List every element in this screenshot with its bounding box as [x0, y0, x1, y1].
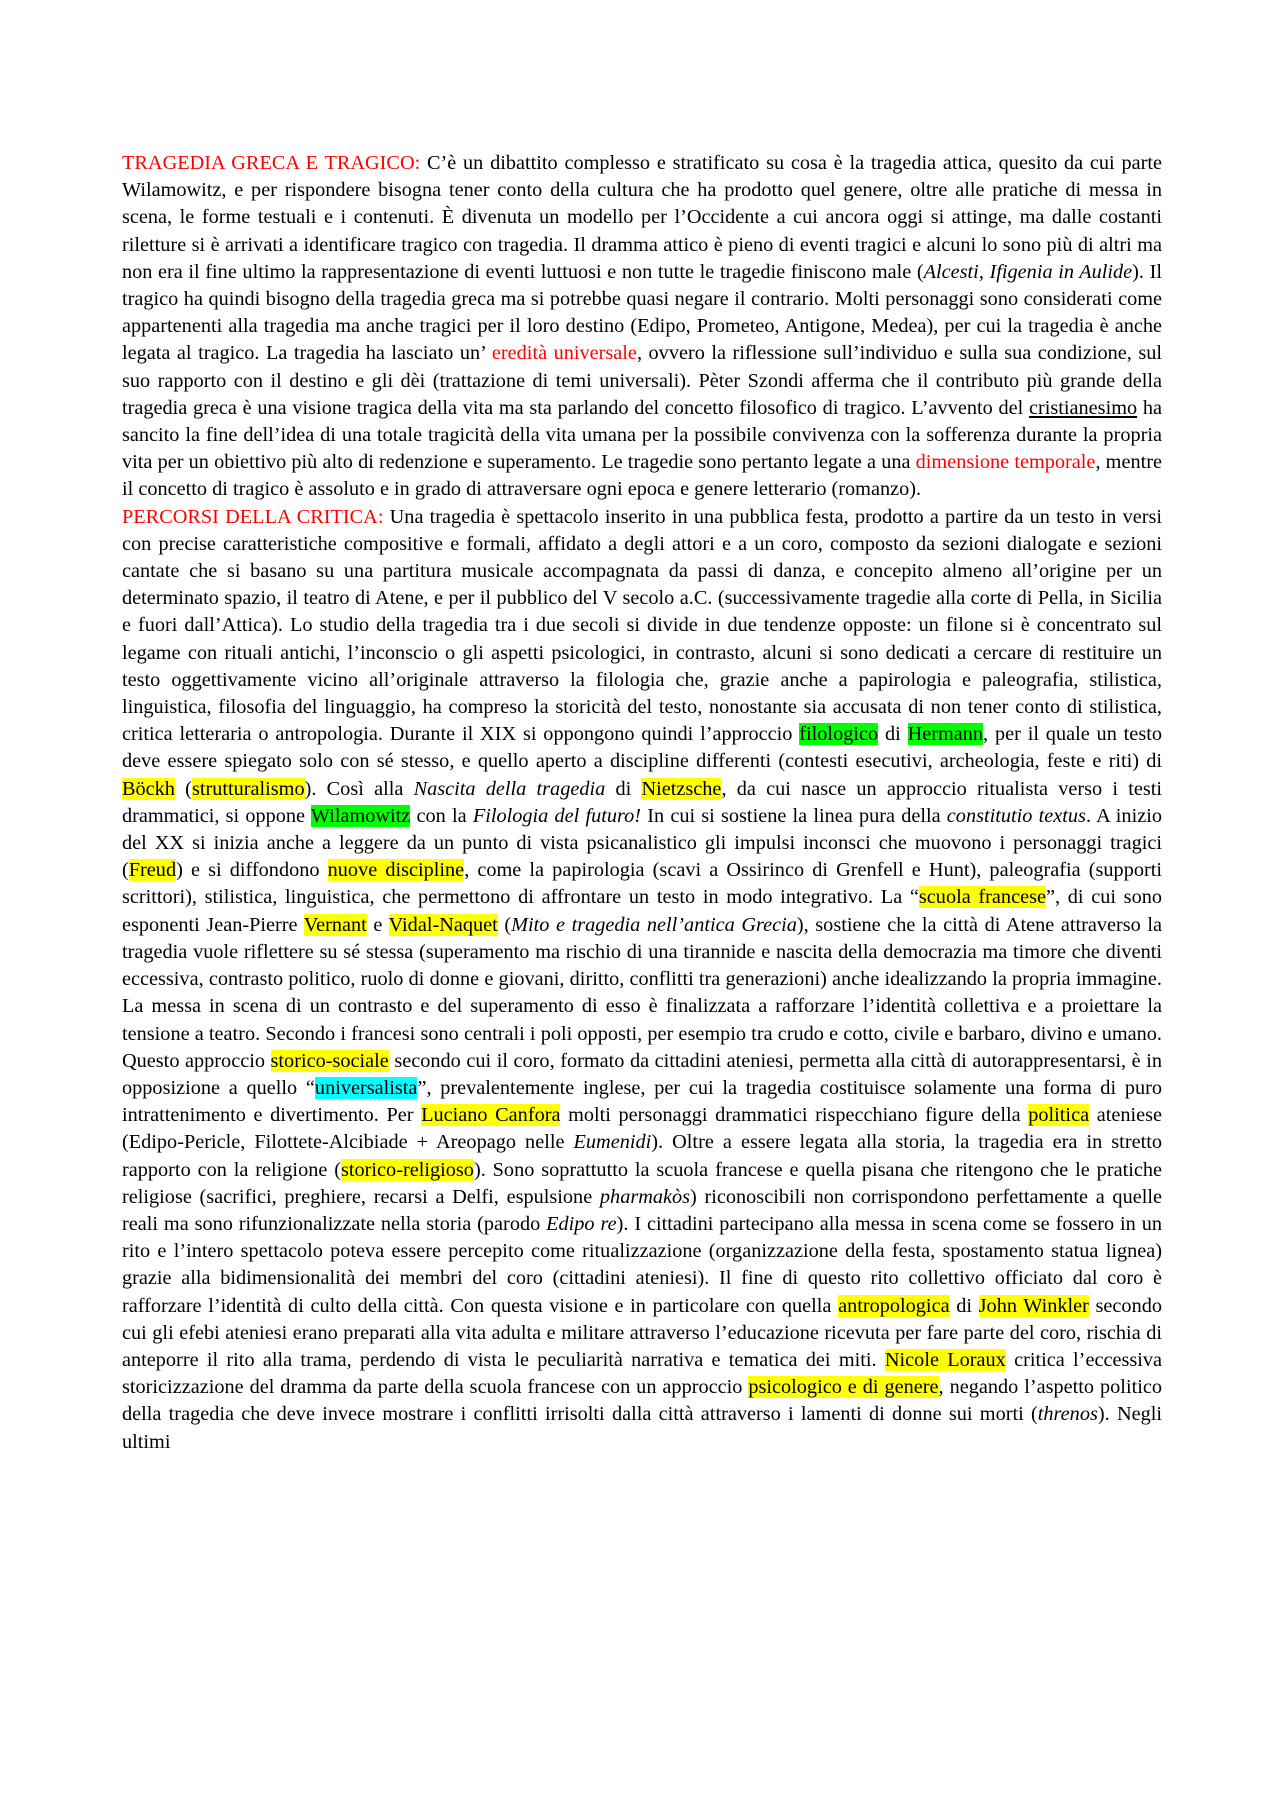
- italic-title: Filologia del futuro!: [472, 804, 642, 827]
- section-heading-percorsi: PERCORSI DELLA CRITICA:: [122, 505, 384, 528]
- text-segment: ) riconoscibili non corrispondono perfettamente a quelle reali ma sono rifunzionalizzate nella storia (parodo: [122, 1185, 1162, 1235]
- highlight-yellow: John Winkler: [978, 1294, 1089, 1317]
- text-segment: (: [497, 913, 512, 936]
- red-term: eredità universale: [491, 342, 637, 365]
- highlight-yellow: Vernant: [303, 913, 367, 936]
- underlined-term: cristianesimo: [1028, 396, 1138, 419]
- text-segment: ), sostiene che la città di Atene attraverso la tragedia vuole riflettere su sé stessa (superamento ma rischio di una tirannide e nascita della democrazia ma timore che diventi eccessiva, contrasto politico, ruolo di donne e giovani, diritto, conflitti tra generazioni) anche idealizzando la propria immagine. La messa in scena di un contrasto e del superamento di esso è finalizzata a rafforzare l’identità collettiva e a proiettare la tensione a teatro. Secondo i francesi sono centrali i poli opposti, per esempio tra crudo e cotto, civile e barbaro, divino e umano. Questo approccio: [122, 913, 1163, 1072]
- highlight-yellow: strutturalismo: [191, 777, 305, 800]
- text-segment: ”, prevalentemente inglese, per cui la tragedia costituisce solamente una forma di puro intrattenimento e divertimento. Per: [122, 1076, 1162, 1127]
- text-segment: con la: [410, 804, 473, 827]
- text-segment: , ovvero la riflessione sull’individuo e sulla sua condizione, sul suo rapporto con il destino e gli dèi (trattazione di temi universali). Pèter Szondi afferma che il contributo più grande della tragedia greca è una visione tragica della vita ma sta parlando del concetto filosofico di tragico. L’avvento del: [122, 342, 1162, 419]
- text-segment: (: [174, 777, 192, 800]
- italic-title: Mito e tragedia nell’antica Grecia: [511, 913, 797, 936]
- highlight-yellow: nuove discipline: [327, 859, 465, 882]
- document-page: [122, 150, 1162, 1456]
- highlight-yellow: scuola francese: [918, 886, 1046, 909]
- section-heading-tragedia: TRAGEDIA GRECA E TRAGICO:: [122, 152, 421, 174]
- text-segment: secondo cui gli efebi ateniesi erano preparati alla vita adulta e militare attraverso l’educazione ricevuta per fare parte del coro, rischia di anteporre il rito alla trama, perdendo di vista le peculiarità narrativa e tematica dei miti.: [122, 1294, 1162, 1371]
- text-segment: secondo cui il coro, formato da cittadini ateniesi, permetta alla città di autorappresentarsi, è in opposizione a quello “: [122, 1049, 1162, 1099]
- text-segment: In cui si sostiene la linea pura della: [641, 804, 947, 827]
- text-segment: , come la papirologia (scavi a Ossirinco di Grenfell e Hunt), paleografia (supporti scrittori), stilistica, linguistica, che permettono di affrontare un testo in modo integrativo. La “: [122, 859, 1162, 909]
- text-segment: Una tragedia è spettacolo inserito in una pubblica festa, prodotto a partire da un testo in versi con precise caratteristiche compositive e formali, affidato a degli attori e a un coro, composto da sezioni dialogate e sezioni cantate che si basano su una partitura musicale accompagnata da passi di danza, e concepito almeno all’origine per un determinato spazio, il teatro di Atene, e per il pubblico del V secolo a.C. (successivamente tragedie alla corte di Pella, in Sicilia e fuori dall’Attica). Lo studio della tragedia tra i due secoli si divide in due tendenze opposte: un filone si è concentrato sul legame con rituali antichi, l’inconscio o gli aspetti psicologici, in contrasto, alcuni si sono dedicati a cercare di restituire un testo oggettivamente vicino all’originale attraverso la filologia che, grazie anche a papirologia e paleografia, stilistica, linguistica, filosofia del linguaggio, ha compreso la storicità del testo, nonostante sia accusata di non tener conto di stilistica, critica letteraria o antropologia. Durante il XIX si oppongono quindi l’approccio: [122, 505, 1162, 746]
- italic-title: Edipo re: [546, 1212, 617, 1235]
- text-segment: ). I cittadini partecipano alla messa in scena come se fossero in un rito e l’intero spettacolo poteva essere percepito come ritualizzazione (organizzazione della festa, spostamento statua lignea) grazie alla bidimensionalità dei membri del coro (cittadini ateniesi). Il fine di questo rito collettivo officiato dal coro è rafforzare l’identità di culto della città. Con questa visione e in particolare con quella: [122, 1212, 1162, 1317]
- highlight-yellow: Freud: [128, 859, 177, 882]
- text-segment: ,: [978, 260, 990, 283]
- text-segment: , negando l’aspetto politico della tragedia che deve invece mostrare i conflitti irrisolti dalla città attraverso i lamenti di donne sui morti (: [122, 1376, 1162, 1426]
- text-segment: ateniese (Edipo-Pericle, Filottete-Alcibiade + Areopago nelle: [122, 1104, 1162, 1154]
- text-segment: ha sancito la fine dell’idea di una totale tragicità della vita umana per la possibile convivenza con la sofferenza durante la propria vita per un obiettivo più alto di redenzione e superamento. Le tragedie sono pertanto legate a una: [122, 396, 1162, 474]
- highlight-green: filologico: [799, 723, 879, 746]
- highlight-yellow: antropologica: [838, 1294, 950, 1317]
- highlight-green: Wilamowitz: [310, 804, 411, 827]
- highlight-green: Hermann: [907, 723, 984, 746]
- text-segment: ”, di cui sono esponenti Jean-Pierre: [122, 886, 1162, 936]
- italic-term: constitutio textus: [946, 804, 1086, 827]
- paragraph-tragedia-greca: [122, 150, 1162, 504]
- text-segment: ) e si diffondono: [176, 859, 328, 882]
- highlight-yellow: Vidal-Naquet: [388, 913, 498, 936]
- italic-term: pharmakòs: [599, 1185, 691, 1208]
- italic-title: Alcesti: [923, 260, 979, 283]
- text-segment: di: [605, 777, 642, 800]
- text-segment: ). Sono soprattutto la scuola francese e quella pisana che ritengono che le pratiche religiose (sacrifici, preghiere, recarsi a Delfi, espulsione: [122, 1158, 1162, 1208]
- italic-title: Ifigenia in Aulide: [989, 260, 1133, 283]
- italic-term: threnos: [1037, 1403, 1098, 1426]
- text-segment: ). Negli ultimi: [122, 1403, 1163, 1453]
- highlight-yellow: Nicole Loraux: [884, 1348, 1006, 1371]
- text-segment: di: [878, 723, 908, 746]
- highlight-yellow: politica: [1028, 1104, 1090, 1127]
- highlight-yellow: storico-sociale: [270, 1049, 389, 1072]
- text-segment: . A inizio del XX si inizia anche a leggere da un punto di vista psicanalistico gli impulsi inconsci che muovono i personaggi tragici (: [122, 804, 1162, 882]
- text-segment: di: [949, 1294, 979, 1317]
- italic-title: Eumenidi: [573, 1131, 652, 1154]
- text-segment: , da cui nasce un approccio ritualista verso i testi drammatici, si oppone: [122, 777, 1162, 827]
- red-term: dimensione temporale: [915, 451, 1096, 474]
- highlight-yellow: storico-religioso: [341, 1158, 474, 1181]
- text-segment: ). Il tragico ha quindi bisogno della tragedia greca ma si potrebbe quasi negare il contrario. Molti personaggi sono considerati come appartenenti alla tragedia ma anche tragici per il loro destino (Edipo, Prometeo, Antigone, Medea), per cui la tragedia è anche legata al tragico. La tragedia ha lasciato un’: [122, 260, 1162, 365]
- highlight-yellow: Böckh: [122, 777, 175, 800]
- text-segment: C’è un dibattito complesso e stratificato su cosa è la tragedia attica, quesito da cui parte Wilamowitz, e per rispondere bisogna tener conto della cultura che ha prodotto quel genere, oltre alle pratiche di messa in scena, le forme testuali e i contenuti. È divenuta un modello per l’Occidente a cui ancora oggi si attinge, ma dalle costanti riletture si è arrivati a identificare tragico con tragedia. Il dramma attico è pieno di eventi tragici e alcuni lo sono più di altri ma non era il fine ultimo la rappresentazione di eventi luttuosi e non tutte le tragedie finiscono male (: [122, 152, 1162, 283]
- text-segment: ). Oltre a essere legata alla storia, la tragedia era in stretto rapporto con la religione (: [122, 1131, 1162, 1181]
- highlight-yellow: psicologico e di genere: [748, 1376, 939, 1399]
- text-segment: ). Così alla: [304, 777, 414, 800]
- text-segment: e: [366, 913, 389, 936]
- highlight-cyan: universalista: [314, 1076, 418, 1099]
- text-segment: , mentre il concetto di tragico è assoluto e in grado di attraversare ogni epoca e genere letterario (romanzo).: [122, 451, 1162, 501]
- text-segment: , per il quale un testo deve essere spiegato solo con sé stesso, e quello aperto a discipline differenti (contesti esecutivi, archeologia, feste e riti) di: [122, 723, 1162, 773]
- paragraph-percorsi-critica: [122, 504, 1162, 1456]
- text-segment: critica l’eccessiva storicizzazione del dramma da parte della scuola francese con un approccio: [122, 1348, 1163, 1399]
- highlight-yellow: Luciano Canfora: [421, 1104, 561, 1127]
- italic-title: Nascita della tragedia: [413, 777, 606, 800]
- highlight-yellow: Nietzsche: [641, 777, 722, 800]
- text-segment: molti personaggi drammatici rispecchiano figure della: [560, 1104, 1029, 1127]
